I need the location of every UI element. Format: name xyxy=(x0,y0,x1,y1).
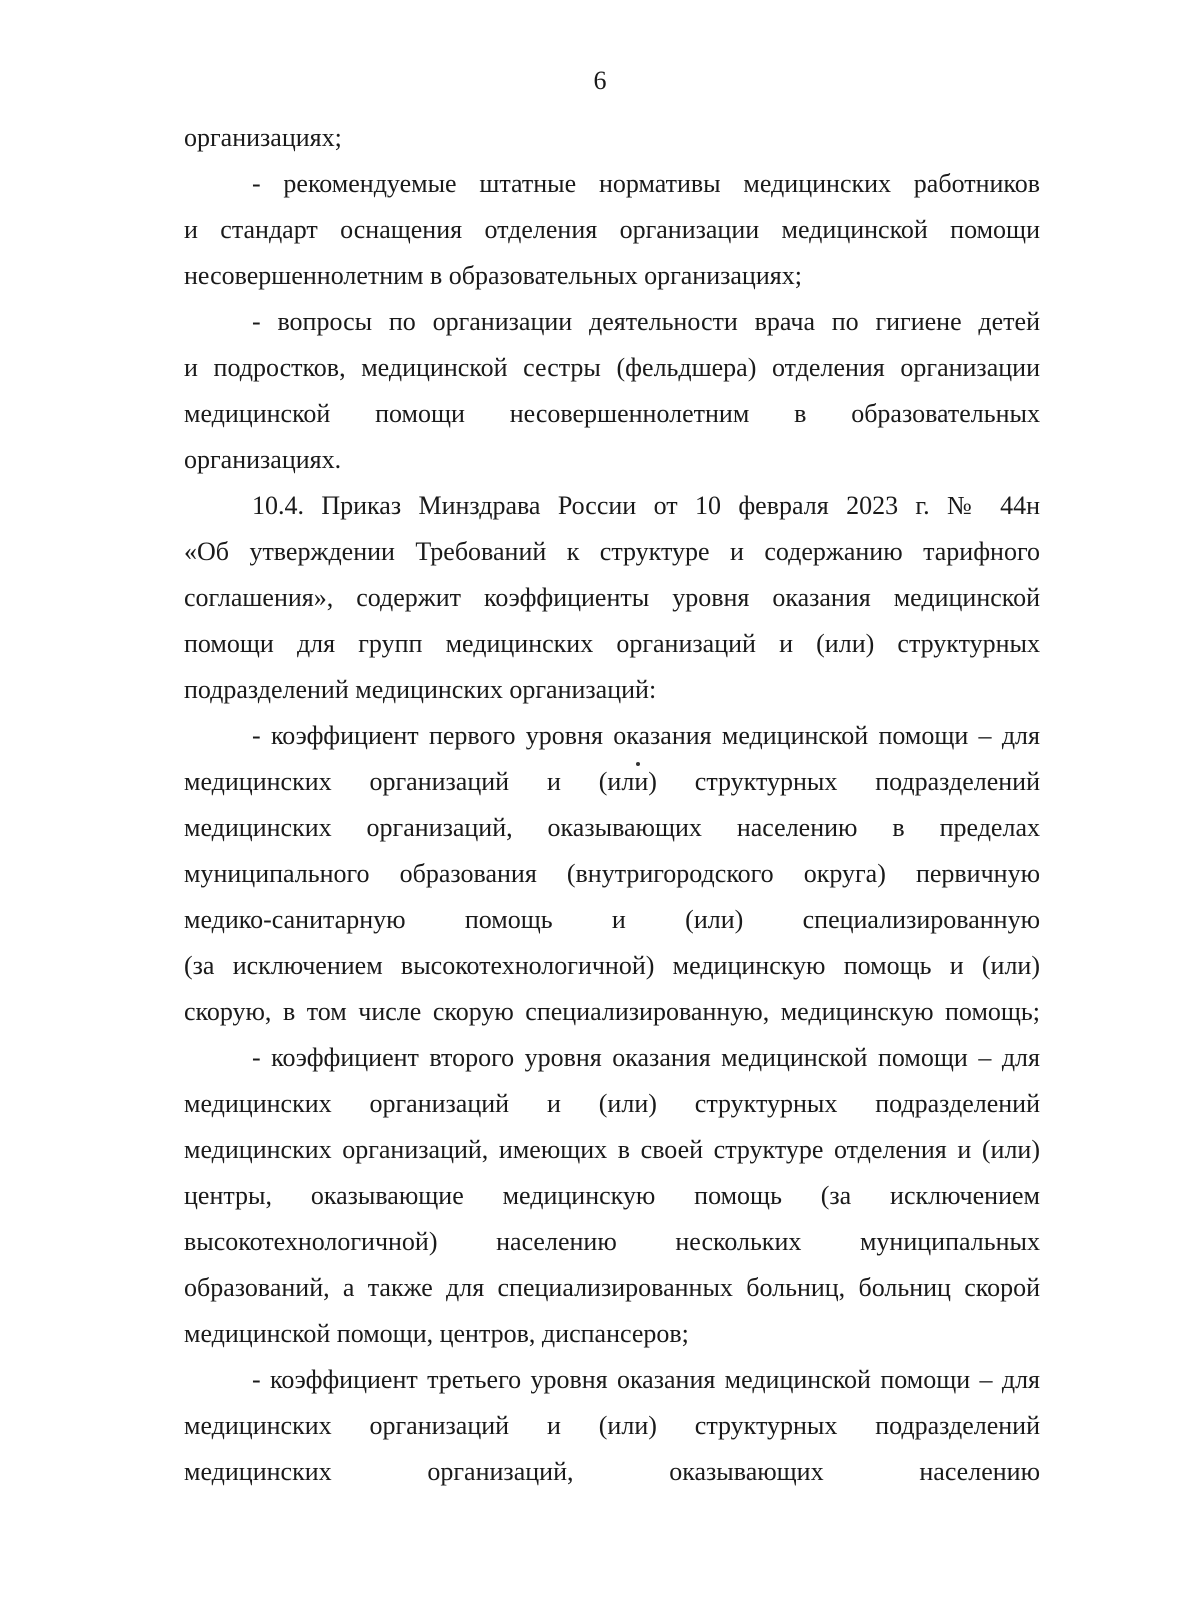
text-line: - вопросы по организации деятельности врача по гигиене детей xyxy=(252,307,1040,336)
text-line: медицинских организаций, оказывающих населению xyxy=(184,1457,1040,1486)
text-line: организациях. xyxy=(184,445,342,474)
text-line: - рекомендуемые штатные нормативы медицинских работников xyxy=(252,169,1040,198)
text-line: 10.4. Приказ Минздрава России от 10 февраля 2023 г. № 44н xyxy=(252,491,1040,520)
text-line: медицинских организаций и (или) структурных подразделений xyxy=(184,1089,1040,1118)
text-line: образований, а также для специализированных больниц, больниц скорой xyxy=(184,1273,1040,1302)
text-line: медицинских организаций и (или) структурных подразделений xyxy=(184,767,1040,796)
text-line: - коэффициент первого уровня оказания медицинской помощи – для xyxy=(252,721,1040,750)
text-line: организациях; xyxy=(184,123,342,152)
text-line: медицинских организаций и (или) структурных подразделений xyxy=(184,1411,1040,1440)
text-line: скорую, в том числе скорую специализированную, медицинскую помощь; xyxy=(184,997,1040,1026)
text-line: помощи для групп медицинских организаций и (или) структурных xyxy=(184,629,1040,658)
text-line: медицинских организаций, оказывающих населению в пределах xyxy=(184,813,1040,842)
text-line: (за исключением высокотехнологичной) медицинскую помощь и (или) xyxy=(184,951,1040,980)
text-line: «Об утверждении Требований к структуре и содержанию тарифного xyxy=(184,537,1040,566)
text-line: медицинской помощи, центров, диспансеров; xyxy=(184,1319,689,1348)
text-line: муниципального образования (внутригородского округа) первичную xyxy=(184,859,1040,888)
text-line: медицинской помощи несовершеннолетним в образовательных xyxy=(184,399,1040,428)
text-line: и стандарт оснащения отделения организации медицинской помощи xyxy=(184,215,1040,244)
text-line: центры, оказывающие медицинскую помощь (за исключением xyxy=(184,1181,1040,1210)
text-line: соглашения», содержит коэффициенты уровня оказания медицинской xyxy=(184,583,1040,612)
text-line: - коэффициент второго уровня оказания медицинской помощи – для xyxy=(252,1043,1040,1072)
text-line: - коэффициент третьего уровня оказания медицинской помощи – для xyxy=(252,1365,1040,1394)
text-line: и подростков, медицинской сестры (фельдшера) отделения организации xyxy=(184,353,1040,382)
text-line: несовершеннолетним в образовательных организациях; xyxy=(184,261,802,290)
text-line: медицинских организаций, имеющих в своей структуре отделения и (или) xyxy=(184,1135,1040,1164)
text-line: медико-санитарную помощь и (или) специализированную xyxy=(184,905,1040,934)
text-line: подразделений медицинских организаций: xyxy=(184,675,657,704)
page-number: 6 xyxy=(593,66,607,95)
text-line: высокотехнологичной) населению нескольких муниципальных xyxy=(184,1227,1040,1256)
